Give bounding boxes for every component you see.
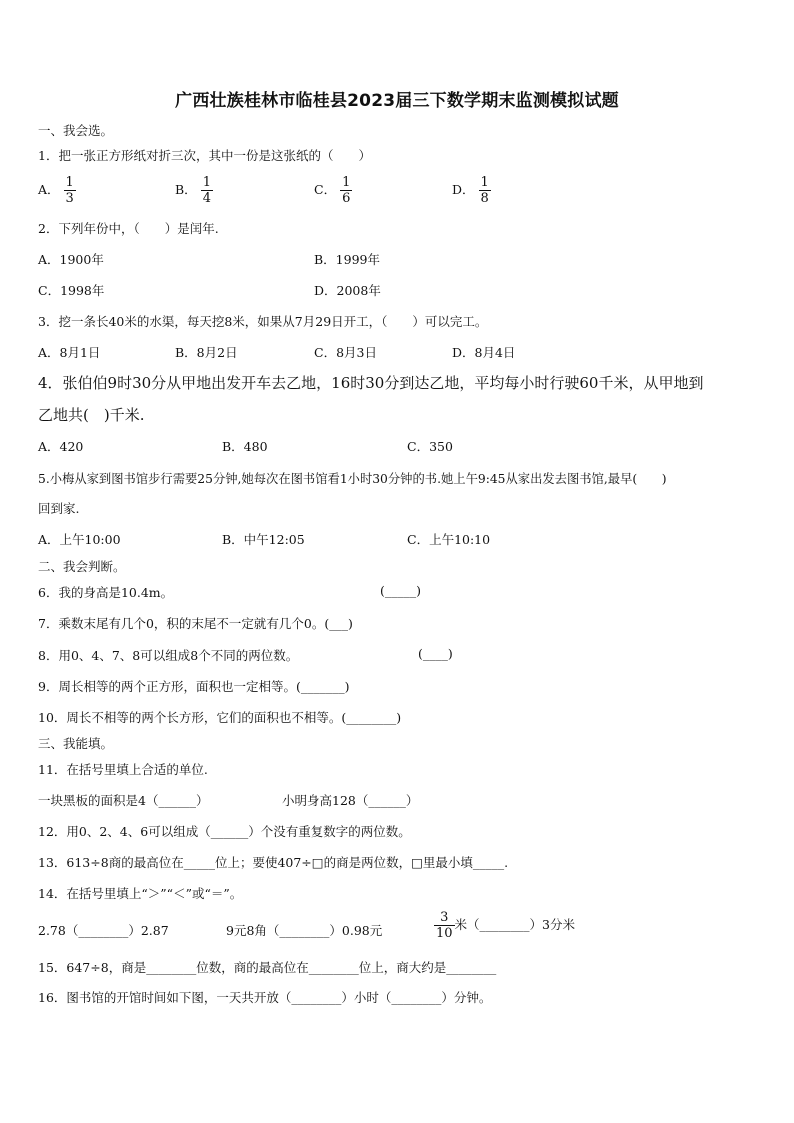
question-5-line-2: 回到家. xyxy=(38,501,80,516)
q1-option-b: B． $\frac{1}{4}$ xyxy=(175,175,211,206)
q14-part-a: 2.78（________）2.87 xyxy=(38,923,169,938)
question-10: 10．周长不相等的两个长方形，它们的面积也不相等。(________) xyxy=(38,710,402,725)
question-7: 7．乘数末尾有几个0，积的末尾不一定就有几个0。(___) xyxy=(38,616,353,631)
q1-option-d: D． $\frac{1}{8}$ xyxy=(452,175,489,206)
page-title: 广西壮族桂林市临桂县2023届三下数学期末监测模拟试题 xyxy=(175,91,619,111)
q3-option-b: B．8月2日 xyxy=(175,345,238,360)
q4-option-a: A．420 xyxy=(38,439,84,454)
fraction: $\frac{1}{3}$ xyxy=(65,175,74,206)
q5-option-b: B．中午12:05 xyxy=(222,532,305,547)
q1-option-c: C． $\frac{1}{6}$ xyxy=(314,175,351,206)
question-13: 13．613÷8商的最高位在_____位上；要使407÷□的商是两位数，□里最小填_____. xyxy=(38,855,509,870)
fraction: $\frac{3}{10}$ xyxy=(436,910,453,941)
q11-part-a: 一块黑板的面积是4（______） xyxy=(38,793,209,808)
question-5-line-1: 5.小梅从家到图书馆步行需要25分钟,她每次在图书馆看1小时30分钟的书.她上午9:45从家出发去图书馆,最早( ) xyxy=(38,472,667,486)
q3-option-a: A．8月1日 xyxy=(38,345,101,360)
question-11: 11．在括号里填上合适的单位. xyxy=(38,762,208,777)
question-3: 3．挖一条长40米的水渠，每天挖8米，如果从7月29日开工，（ ）可以完工。 xyxy=(38,314,488,329)
section-3-heading: 三、我能填。 xyxy=(38,736,114,751)
q3-option-d: D．8月4日 xyxy=(452,345,516,360)
question-9: 9．周长相等的两个正方形，面积也一定相等。(_______) xyxy=(38,679,350,694)
q14-part-b: 9元8角（________）0.98元 xyxy=(226,923,383,938)
question-8: 8．用0、4、7、8可以组成8个不同的两位数。 xyxy=(38,648,299,663)
q5-option-a: A．上午10:00 xyxy=(38,532,121,547)
question-4-line-1: 4．张伯伯9时30分从甲地出发开车去乙地，16时30分到达乙地，平均每小时行驶60千米，从甲地到 xyxy=(38,374,704,392)
q2-option-b: B．1999年 xyxy=(314,252,380,267)
q1-option-a: A． $\frac{1}{3}$ xyxy=(38,175,74,206)
section-2-heading: 二、我会判断。 xyxy=(38,559,126,574)
q8-answer-blank[interactable]: (____) xyxy=(418,646,453,661)
q11-part-b: 小明身高128（______） xyxy=(282,793,419,808)
question-15: 15．647÷8，商是________位数，商的最高位在________位上，商大约是________ xyxy=(38,960,497,975)
fraction: $\frac{1}{8}$ xyxy=(480,175,489,206)
q4-option-b: B．480 xyxy=(222,439,268,454)
question-16: 16．图书馆的开馆时间如下图，一天共开放（________）小时（________）分钟。 xyxy=(38,990,492,1005)
section-1-heading: 一、我会选。 xyxy=(38,123,114,138)
q2-option-a: A．1900年 xyxy=(38,252,104,267)
q14-part-c: $\frac{3}{10}$ 米（________）3分米 xyxy=(436,910,575,941)
fraction: $\frac{1}{4}$ xyxy=(202,175,211,206)
question-1: 1．把一张正方形纸对折三次，其中一份是这张纸的（ ） xyxy=(38,148,371,163)
q6-answer-blank[interactable]: (_____) xyxy=(380,583,422,598)
question-2: 2．下列年份中，（ ）是闰年. xyxy=(38,221,219,236)
q2-option-d: D．2008年 xyxy=(314,283,381,298)
question-6: 6．我的身高是10.4m。 xyxy=(38,585,174,600)
q4-option-c: C．350 xyxy=(407,439,453,454)
fraction: $\frac{1}{6}$ xyxy=(342,175,351,206)
question-14: 14．在括号里填上“＞”“＜”或“＝”。 xyxy=(38,886,243,901)
q5-option-c: C．上午10:10 xyxy=(407,532,491,547)
q3-option-c: C．8月3日 xyxy=(314,345,377,360)
question-12: 12．用0、2、4、6可以组成（______）个没有重复数字的两位数。 xyxy=(38,824,411,839)
q2-option-c: C．1998年 xyxy=(38,283,105,298)
question-4-line-2: 乙地共( )千米. xyxy=(38,406,145,424)
